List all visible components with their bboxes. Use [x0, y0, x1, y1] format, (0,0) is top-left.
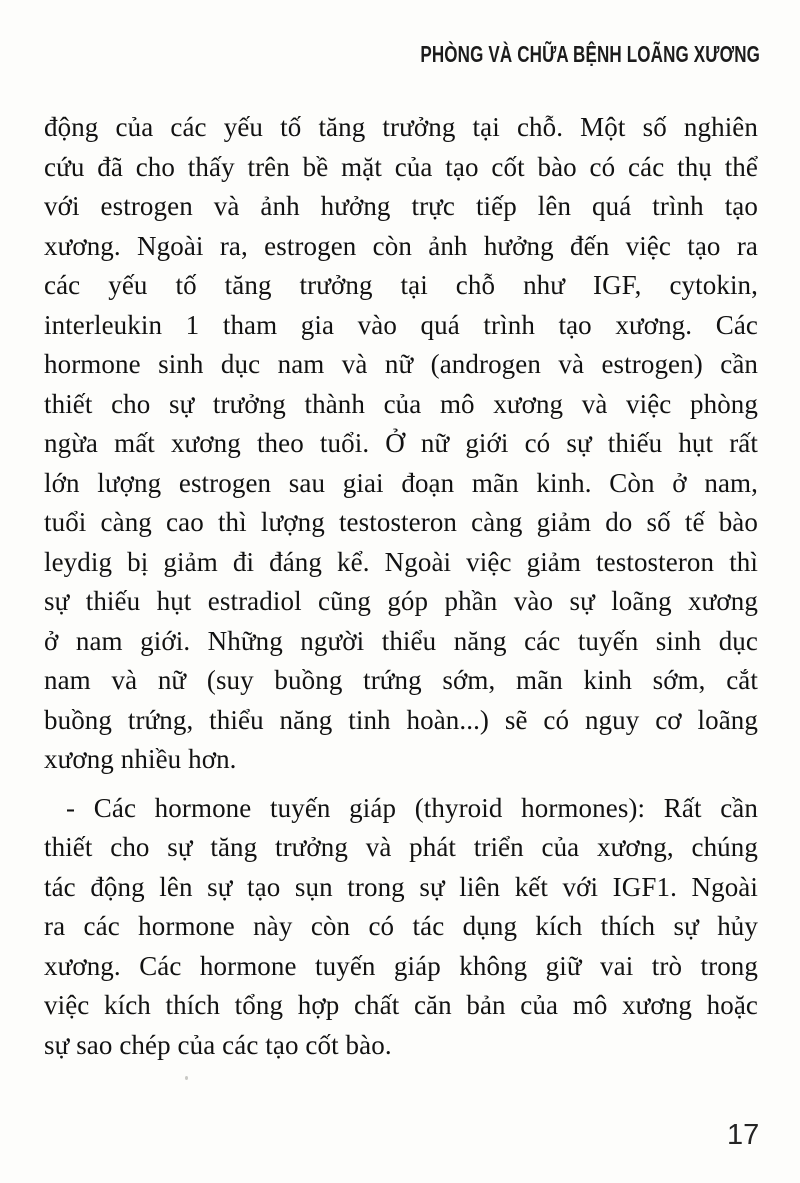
page-number: 17: [727, 1119, 760, 1151]
text-line: xương nhiều hơn.: [44, 744, 237, 774]
text-line: tác động lên sự tạo sụn trong sự liên kết với IGF1. Ngoài: [44, 871, 758, 902]
text-line: các yếu tố tăng trưởng tại chỗ như IGF, cytokin,: [44, 270, 758, 300]
page-body: [44, 108, 758, 1065]
text-line: thiết cho sự tăng trưởng và phát triển của xương, chúng: [44, 832, 758, 862]
text-line: việc kích thích tổng hợp chất căn bản của mô xương hoặc: [44, 990, 758, 1020]
text-line: thiết cho sự trưởng thành của mô xương và việc phòng: [44, 388, 758, 419]
text-line: động của các yếu tố tăng trưởng tại chỗ. Một số nghiên: [44, 112, 758, 142]
text-line: tuổi càng cao thì lượng testosteron càng giảm do số tế bào: [44, 507, 758, 537]
text-line: ra các hormone này còn có tác dụng kích thích sự hủy: [44, 911, 758, 941]
text-line: ngừa mất xương theo tuổi. Ở nữ giới có sự thiếu hụt rất: [44, 428, 758, 458]
text-line: ở nam giới. Những người thiểu năng các tuyến sinh dục: [44, 625, 758, 656]
text-line: buồng trứng, thiểu năng tinh hoàn...) sẽ có nguy cơ loãng: [44, 704, 758, 735]
text-line: nam và nữ (suy buồng trứng sớm, mãn kinh sớm, cắt: [44, 665, 758, 695]
paragraph: [44, 108, 758, 780]
text-line: hormone sinh dục nam và nữ (androgen và estrogen) cần: [44, 349, 758, 379]
text-line: với estrogen và ảnh hưởng trực tiếp lên quá trình tạo: [44, 191, 758, 221]
text-line: - Các hormone tuyến giáp (thyroid hormones): Rất cần: [66, 792, 758, 823]
text-line: lớn lượng estrogen sau giai đoạn mãn kinh. Còn ở nam,: [44, 467, 758, 498]
text-line: interleukin 1 tham gia vào quá trình tạo xương. Các: [44, 309, 758, 340]
text-line: leydig bị giảm đi đáng kể. Ngoài việc giảm testosteron thì: [44, 546, 758, 577]
text-line: xương. Ngoài ra, estrogen còn ảnh hưởng đến việc tạo ra: [44, 230, 758, 261]
text-line: xương. Các hormone tuyến giáp không giữ vai trò trong: [44, 950, 758, 981]
text-line: sự thiếu hụt estradiol cũng góp phần vào sự loãng xương: [44, 586, 758, 616]
text-line: sự sao chép của các tạo cốt bào.: [44, 1029, 392, 1060]
text-line: cứu đã cho thấy trên bề mặt của tạo cốt bào có các thụ thể: [44, 151, 758, 182]
scan-speck: [185, 1076, 188, 1080]
running-header: PHÒNG VÀ CHỮA BỆNH LOÃNG XƯƠNG: [420, 41, 760, 67]
paragraph: [44, 789, 758, 1066]
